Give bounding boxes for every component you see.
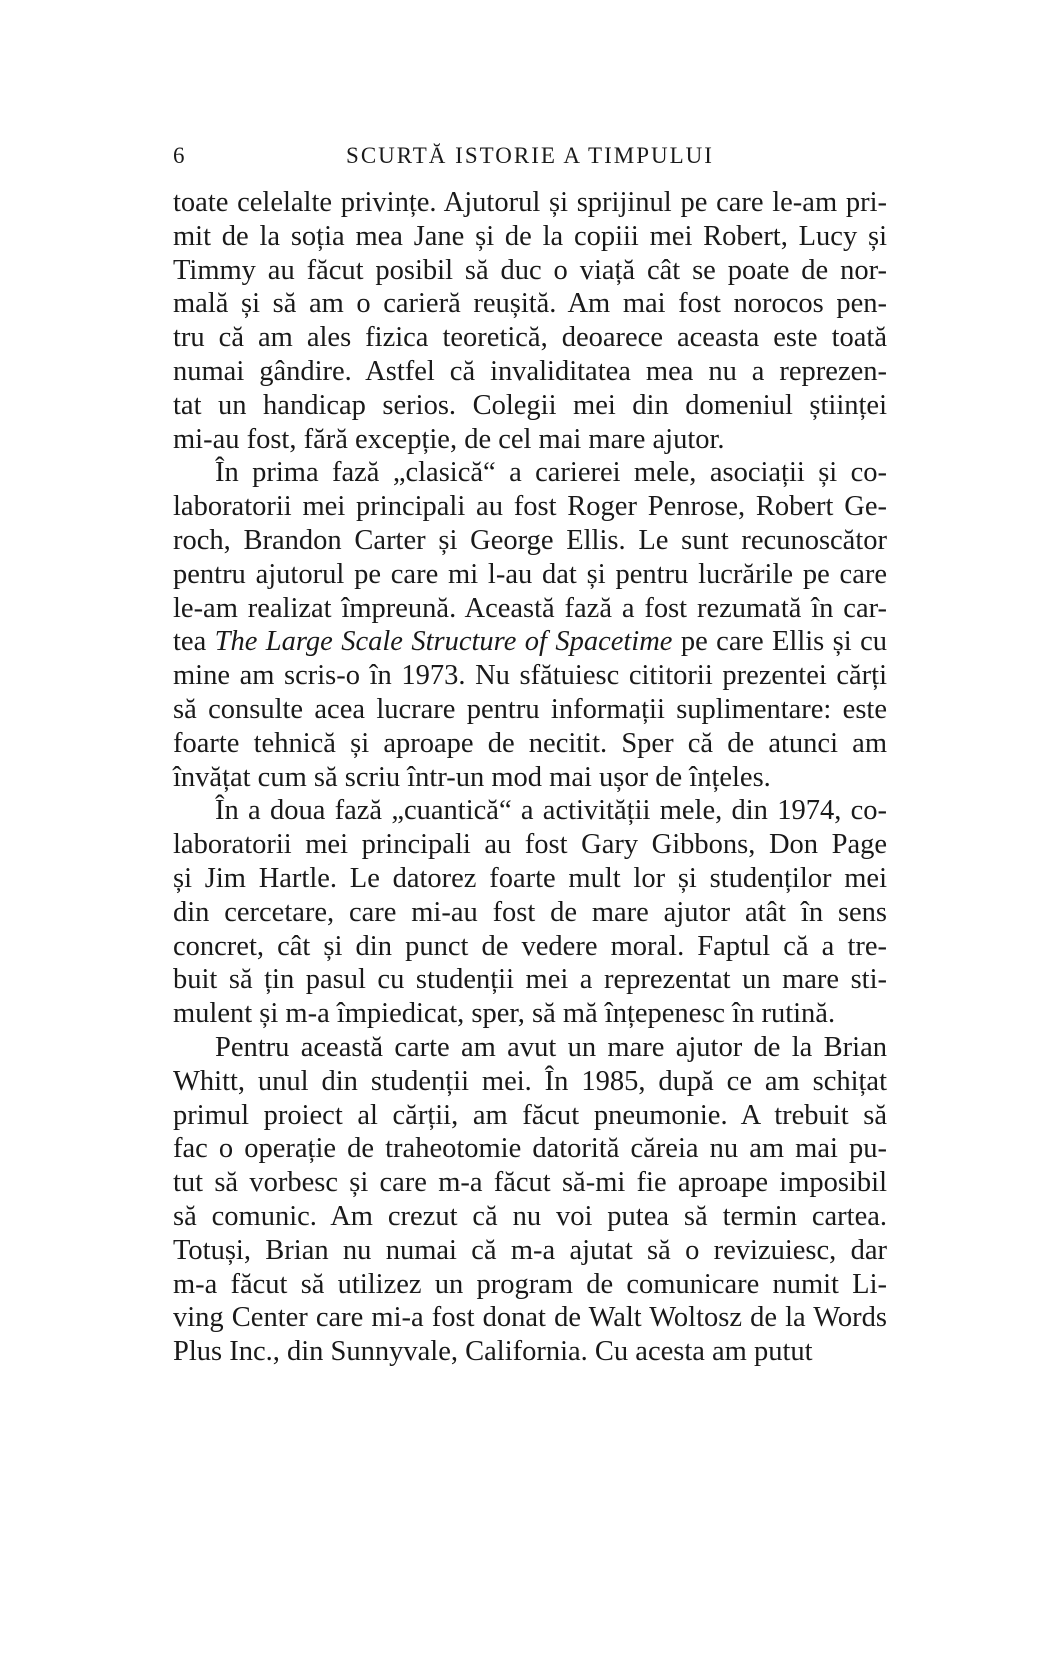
- text-line: mulent și m-a împiedicat, sper, să mă înțepenesc în rutină.: [173, 998, 836, 1030]
- text-line: mit de la soția mea Jane și de la copiii mei Robert, Lucy și: [173, 220, 887, 252]
- book-title: The Large Scale Structure of Spacetime: [214, 626, 673, 658]
- text-line: numai gândire. Astfel că invaliditatea mea nu a reprezen-: [173, 355, 887, 387]
- text-line: buit să țin pasul cu studenții mei a reprezentat un mare sti-: [173, 964, 887, 996]
- text-line: m-a făcut să utilizez un program de comunicare numit Li-: [173, 1268, 887, 1300]
- text-line: mi-au fost, fără excepție, de cel mai mare ajutor.: [173, 423, 725, 455]
- text-line: toate celelalte privințe. Ajutorul și sprijinul pe care le-am pri-: [173, 187, 887, 218]
- text-line: le-am realizat împreună. Această fază a fost rezumată în car-: [173, 592, 887, 624]
- text-line: roch, Brandon Carter și George Ellis. Le sunt recunoscător: [173, 524, 887, 556]
- text-line: mine am scris-o în 1973. Nu sfătuiesc cititorii prezentei cărți: [173, 660, 887, 692]
- running-header: [173, 143, 887, 177]
- text-line: tru că am ales fizica teoretică, deoarece aceasta este toată: [173, 322, 887, 354]
- text-line: Whitt, unul din studenții mei. În 1985, după ce am schițat: [173, 1065, 887, 1097]
- text-line: Pentru această carte am avut un mare ajutor de la Brian: [215, 1031, 887, 1063]
- text-line: primul proiect al cărții, am făcut pneumonie. A trebuit să: [173, 1099, 887, 1131]
- text-line: Timmy au făcut posibil să duc o viață cât se poate de nor-: [173, 254, 887, 286]
- text-line: pentru ajutorul pe care mi l-au dat și pentru lucrările pe care: [173, 558, 887, 590]
- text-line: învățat cum să scriu într-un mod mai ușor de înțeles.: [173, 761, 771, 793]
- body-text: [173, 186, 887, 1369]
- page-number: 6: [173, 143, 185, 168]
- text-line: tat un handicap serios. Colegii mei din domeniul științei: [173, 389, 887, 421]
- text-line: laboratorii mei principali au fost Roger Penrose, Robert Ge-: [173, 491, 887, 523]
- text-line: concret, cât și din punct de vedere moral. Faptul că a tre-: [173, 930, 887, 962]
- paragraph: [173, 186, 887, 456]
- paragraph: [173, 794, 887, 1031]
- text-line: Totuși, Brian nu numai că m-a ajutat să o revizuiesc, dar: [173, 1234, 887, 1266]
- text-line: mală și să am o carieră reușită. Am mai fost norocos pen-: [173, 288, 887, 320]
- text-line: să consulte acea lucrare pentru informații suplimentare: este: [173, 693, 887, 725]
- text-line: Plus Inc., din Sunnyvale, California. Cu acesta am putut: [173, 1336, 813, 1368]
- text-line: În a doua fază „cuantică“ a activității mele, din 1974, co-: [215, 795, 887, 827]
- text-line: tea The Large Scale Structure of Spacetime pe care Ellis și cu: [173, 626, 887, 658]
- paragraph: [173, 1031, 887, 1369]
- text-line: fac o operație de traheotomie datorită căreia nu am mai pu-: [173, 1133, 887, 1165]
- text-line: laboratorii mei principali au fost Gary Gibbons, Don Page: [173, 829, 887, 861]
- paragraph: [173, 456, 887, 794]
- text-line: tut să vorbesc și care m-a făcut să-mi fie aproape imposibil: [173, 1167, 887, 1199]
- running-title: SCURTĂ ISTORIE A TIMPULUI: [346, 143, 714, 168]
- text-line: și Jim Hartle. Le datorez foarte mult lor și studenților mei: [173, 862, 887, 894]
- text-line: În prima fază „clasică“ a carierei mele, asociații și co-: [215, 457, 887, 489]
- text-line: ving Center care mi-a fost donat de Walt Woltosz de la Words: [173, 1302, 887, 1334]
- text-line: foarte tehnică și aproape de necitit. Sper că de atunci am: [173, 727, 887, 759]
- text-line: din cercetare, care mi-au fost de mare ajutor atât în sens: [173, 896, 887, 928]
- text-line: să comunic. Am crezut că nu voi putea să termin cartea.: [173, 1200, 887, 1232]
